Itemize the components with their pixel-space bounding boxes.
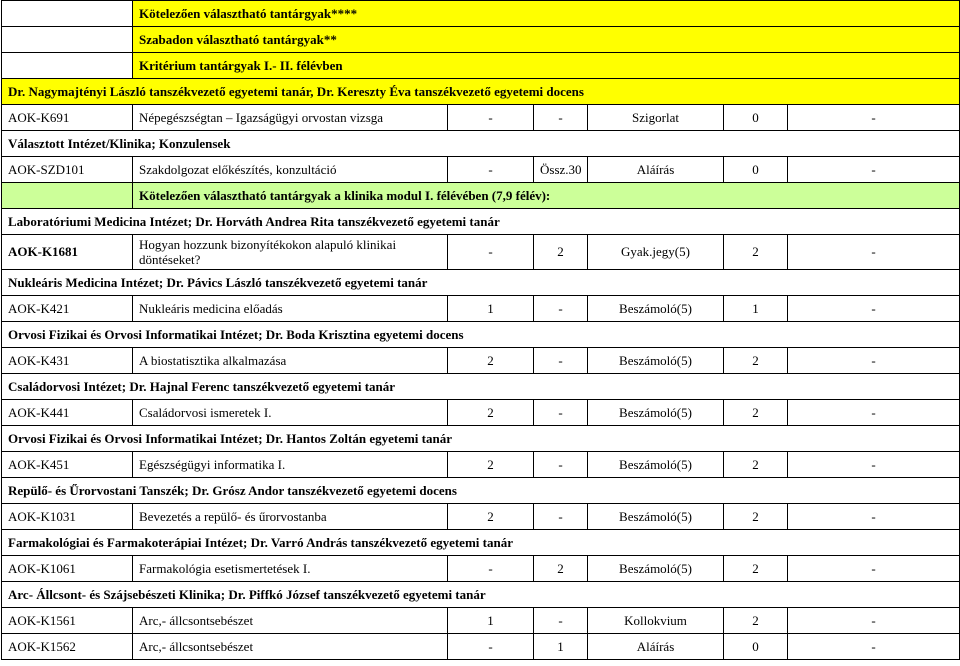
course-code: AOK-K1061	[2, 556, 133, 582]
department-row	[2, 530, 960, 556]
section-title-row	[2, 183, 960, 209]
department-label: Nukleáris Medicina Intézet; Dr. Pávics László tanszékvezető egyetemi tanár	[2, 270, 960, 296]
exam-type: Beszámoló(5)	[588, 556, 724, 582]
prerequisite: -	[788, 452, 960, 478]
exam-type: Kollokvium	[588, 608, 724, 634]
prerequisite: -	[788, 504, 960, 530]
table-row	[2, 452, 960, 478]
course-name: Egészségügyi informatika I.	[133, 452, 448, 478]
course-code: AOK-K441	[2, 400, 133, 426]
course-name: Farmakológia esetismertetések I.	[133, 556, 448, 582]
course-code: AOK-K1681	[2, 235, 133, 270]
department-label: Orvosi Fizikai és Orvosi Informatikai Intézet; Dr. Boda Krisztina egyetemi docens	[2, 322, 960, 348]
practice-hours: Össz.30	[534, 157, 588, 183]
practice-hours: -	[534, 504, 588, 530]
practice-hours: 2	[534, 235, 588, 270]
table-row	[2, 400, 960, 426]
lecture-hours: -	[448, 634, 534, 660]
course-name: Népegészségtan – Igazságügyi orvostan vizsga	[133, 105, 448, 131]
practice-hours: -	[534, 105, 588, 131]
practice-hours: -	[534, 296, 588, 322]
department-label: Laboratóriumi Medicina Intézet; Dr. Horváth Andrea Rita tanszékvezető egyetemi tanár	[2, 209, 960, 235]
course-code: AOK-K1561	[2, 608, 133, 634]
course-code: AOK-K1562	[2, 634, 133, 660]
department-row	[2, 374, 960, 400]
department-row	[2, 478, 960, 504]
table-row	[2, 348, 960, 374]
credit: 2	[724, 452, 788, 478]
exam-type: Gyak.jegy(5)	[588, 235, 724, 270]
exam-type: Szigorlat	[588, 105, 724, 131]
course-name: Szakdolgozat előkészítés, konzultáció	[133, 157, 448, 183]
credit: 1	[724, 296, 788, 322]
credit: 0	[724, 105, 788, 131]
table-row	[2, 504, 960, 530]
practice-hours: -	[534, 400, 588, 426]
credit: 2	[724, 348, 788, 374]
course-code: AOK-K1031	[2, 504, 133, 530]
header-band-text: Kritérium tantárgyak I.- II. félévben	[133, 53, 960, 79]
exam-type: Beszámoló(5)	[588, 296, 724, 322]
lecture-hours: -	[448, 556, 534, 582]
department-row	[2, 582, 960, 608]
header-band-text: Kötelezően választható tantárgyak****	[133, 1, 960, 27]
department-label: Orvosi Fizikai és Orvosi Informatikai Intézet; Dr. Hantos Zoltán egyetemi tanár	[2, 426, 960, 452]
practice-hours: -	[534, 608, 588, 634]
lecture-hours: 2	[448, 348, 534, 374]
practice-hours: 2	[534, 556, 588, 582]
lecture-hours: -	[448, 105, 534, 131]
curriculum-table	[1, 0, 960, 660]
header-band-text: Szabadon választható tantárgyak**	[133, 27, 960, 53]
table-row	[2, 157, 960, 183]
course-name: Bevezetés a repülő- és űrorvostanba	[133, 504, 448, 530]
lecture-hours: 2	[448, 400, 534, 426]
prerequisite: -	[788, 348, 960, 374]
practice-hours: -	[534, 452, 588, 478]
department-row	[2, 209, 960, 235]
course-name: Családorvosi ismeretek I.	[133, 400, 448, 426]
header-band-row	[2, 1, 960, 27]
course-code: AOK-SZD101	[2, 157, 133, 183]
department-label: Családorvosi Intézet; Dr. Hajnal Ferenc tanszékvezető egyetemi tanár	[2, 374, 960, 400]
credit: 0	[724, 634, 788, 660]
exam-type: Aláírás	[588, 634, 724, 660]
exam-type: Beszámoló(5)	[588, 452, 724, 478]
prerequisite: -	[788, 235, 960, 270]
practice-hours: -	[534, 348, 588, 374]
exam-type: Beszámoló(5)	[588, 348, 724, 374]
department-label: Arc- Állcsont- és Szájsebészeti Klinika; Dr. Piffkó József tanszékvezető egyetemi tanár	[2, 582, 960, 608]
lecture-hours: 1	[448, 608, 534, 634]
lecture-hours: 2	[448, 504, 534, 530]
course-code: AOK-K421	[2, 296, 133, 322]
exam-type: Beszámoló(5)	[588, 400, 724, 426]
table-row	[2, 235, 960, 270]
department-row	[2, 131, 960, 157]
prerequisite: -	[788, 608, 960, 634]
department-row	[2, 322, 960, 348]
table-row	[2, 296, 960, 322]
credit: 2	[724, 608, 788, 634]
credit: 0	[724, 157, 788, 183]
department-label: Farmakológiai és Farmakoterápiai Intézet; Dr. Varró András tanszékvezető egyetemi tanár	[2, 530, 960, 556]
practice-hours: 1	[534, 634, 588, 660]
section-title: Kötelezően választható tantárgyak a klinika modul I. félévében (7,9 félév):	[133, 183, 960, 209]
course-name: Hogyan hozzunk bizonyítékokon alapuló klinikai döntéseket?	[133, 235, 448, 270]
lecture-hours: -	[448, 235, 534, 270]
lecture-hours: -	[448, 157, 534, 183]
course-code: AOK-K451	[2, 452, 133, 478]
lecture-hours: 1	[448, 296, 534, 322]
table-row	[2, 634, 960, 660]
department-row	[2, 426, 960, 452]
header-band-row	[2, 53, 960, 79]
exam-type: Beszámoló(5)	[588, 504, 724, 530]
course-name: Arc,- állcsontsebészet	[133, 634, 448, 660]
header-band-row	[2, 27, 960, 53]
header-band-row	[2, 79, 960, 105]
table-row	[2, 608, 960, 634]
table-row	[2, 556, 960, 582]
department-label: Repülő- és Űrorvostani Tanszék; Dr. Grósz Andor tanszékvezető egyetemi docens	[2, 478, 960, 504]
course-name: A biostatisztika alkalmazása	[133, 348, 448, 374]
table-row	[2, 105, 960, 131]
credit: 2	[724, 556, 788, 582]
course-code: AOK-K691	[2, 105, 133, 131]
credit: 2	[724, 400, 788, 426]
department-row	[2, 270, 960, 296]
prerequisite: -	[788, 105, 960, 131]
prerequisite: -	[788, 556, 960, 582]
prerequisite: -	[788, 296, 960, 322]
course-name: Arc,- állcsontsebészet	[133, 608, 448, 634]
credit: 2	[724, 504, 788, 530]
course-code: AOK-K431	[2, 348, 133, 374]
exam-type: Aláírás	[588, 157, 724, 183]
prerequisite: -	[788, 400, 960, 426]
department-label: Választott Intézet/Klinika; Konzulensek	[2, 131, 960, 157]
course-name: Nukleáris medicina előadás	[133, 296, 448, 322]
header-band-text: Dr. Nagymajtényi László tanszékvezető egyetemi tanár, Dr. Kereszty Éva tanszékvezető egyetemi docens	[2, 79, 960, 105]
prerequisite: -	[788, 157, 960, 183]
credit: 2	[724, 235, 788, 270]
lecture-hours: 2	[448, 452, 534, 478]
prerequisite: -	[788, 634, 960, 660]
